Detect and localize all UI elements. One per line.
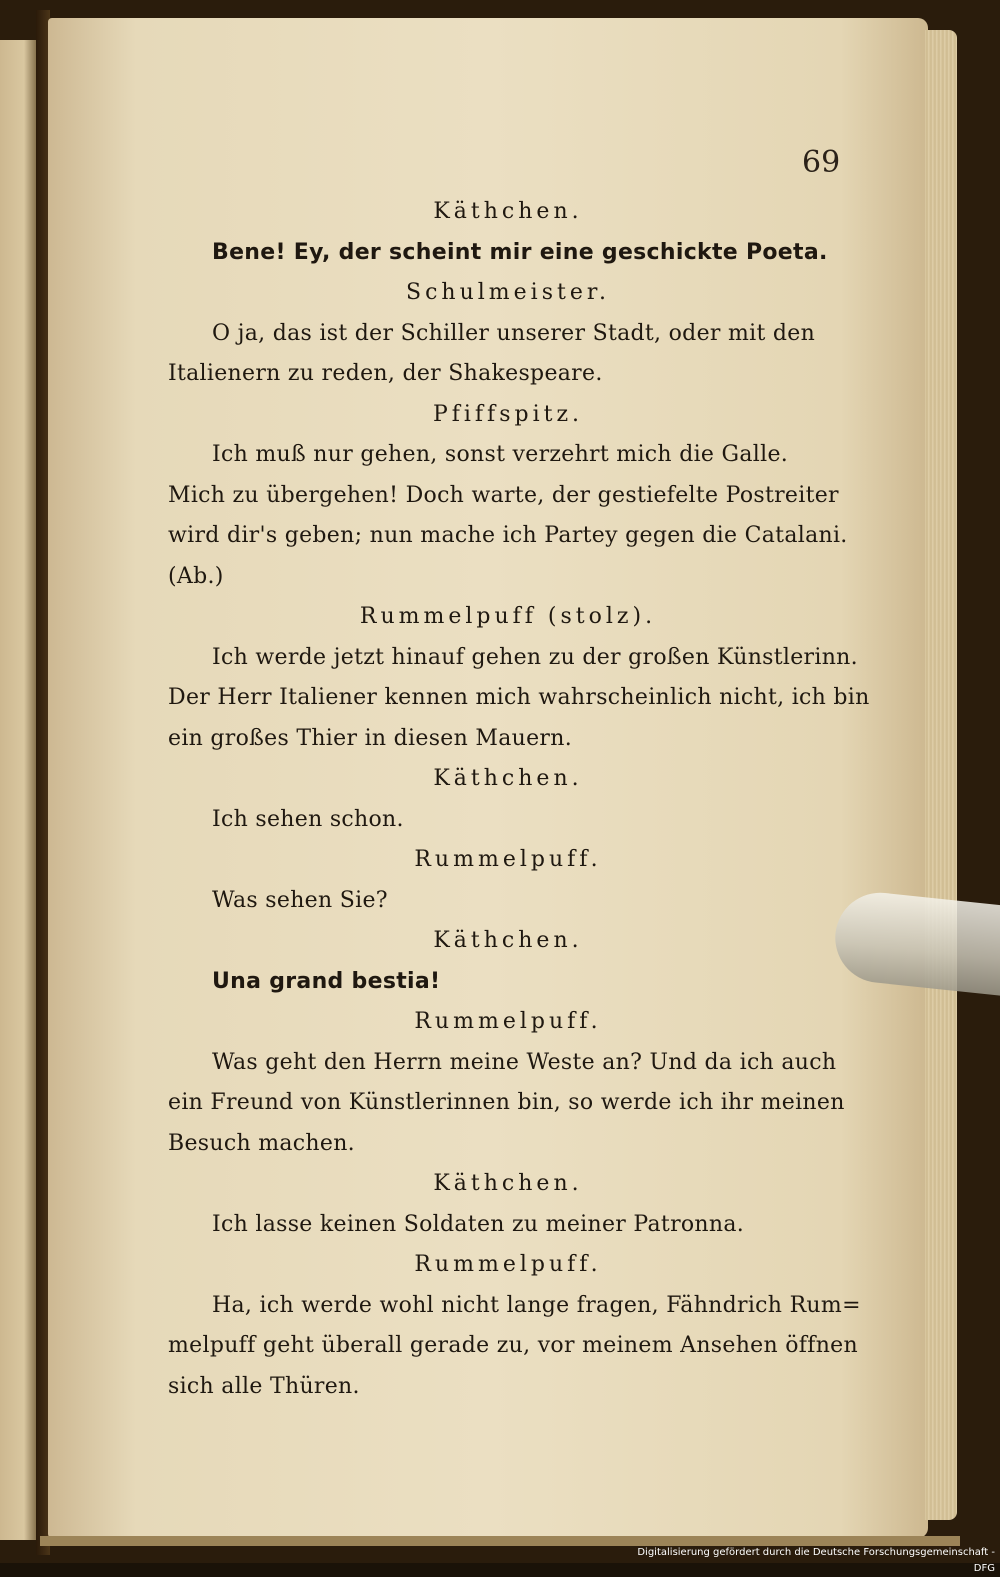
text-line: Ich muß nur gehen, sonst verzehrt mich die Galle. (212, 442, 789, 467)
text-line: sich alle Thüren. (168, 1373, 360, 1399)
text-line: Una grand bestia! (212, 968, 441, 994)
speaker-name: Rummelpuff. (414, 1009, 602, 1034)
speaker-name: Rummelpuff. (414, 847, 602, 872)
text-line: (Ab.) (168, 563, 224, 589)
text-line: Italienern zu reden, der Shakespeare. (168, 361, 603, 386)
speaker-name: Pfiffspitz. (432, 401, 584, 427)
text-line: wird dir's geben; nun mache ich Partey gegen die Catalani. (168, 523, 848, 548)
facing-page-edge (0, 40, 40, 1540)
text-line: Besuch machen. (168, 1130, 355, 1156)
text-line: Was geht den Herrn meine Weste an? Und da ich auch (212, 1049, 837, 1075)
speaker-name: Käthchen. (433, 199, 583, 224)
speaker-name: Rummelpuff. (414, 1252, 602, 1277)
speaker-name: Käthchen. (433, 766, 583, 791)
text-line: melpuff geht überall gerade zu, vor meinem Ansehen öffnen (168, 1333, 858, 1358)
text-line: Der Herr Italiener kennen mich wahrscheinlich nicht, ich bin (168, 685, 870, 710)
speaker-name: Rummelpuff (stolz). (359, 604, 657, 629)
digitization-credit: Digitalisierung gefördert durch die Deutsche Forschungsgemeinschaft - DFG (637, 1547, 995, 1574)
text-line: Ich werde jetzt hinauf gehen zu der großen Künstlerinn. (212, 644, 858, 670)
text-line: ein Freund von Künstlerinnen bin, so werde ich ihr meinen (168, 1090, 845, 1115)
page-number: 69 (802, 145, 841, 180)
text-line: Bene! Ey, der scheint mir eine geschickte Poeta. (212, 239, 828, 265)
text-line: Ha, ich werde wohl nicht lange fragen, Fähndrich Rum= (212, 1292, 861, 1318)
text-line: Ich sehen schon. (212, 806, 404, 832)
speaker-name: Käthchen. (433, 928, 583, 953)
text-line: ein großes Thier in diesen Mauern. (168, 725, 572, 751)
text-line: Was sehen Sie? (212, 887, 388, 913)
speaker-name: Käthchen. (433, 1171, 583, 1196)
text-line: Ich lasse keinen Soldaten zu meiner Patronna. (212, 1211, 745, 1237)
page-stack-edge (925, 30, 957, 1520)
text-line: O ja, das ist der Schiller unserer Stadt, oder mit den (212, 320, 816, 346)
text-line: Mich zu übergehen! Doch warte, der gestiefelte Postreiter (168, 482, 839, 508)
speaker-name: Schulmeister. (406, 280, 610, 305)
page-text (168, 192, 870, 1407)
